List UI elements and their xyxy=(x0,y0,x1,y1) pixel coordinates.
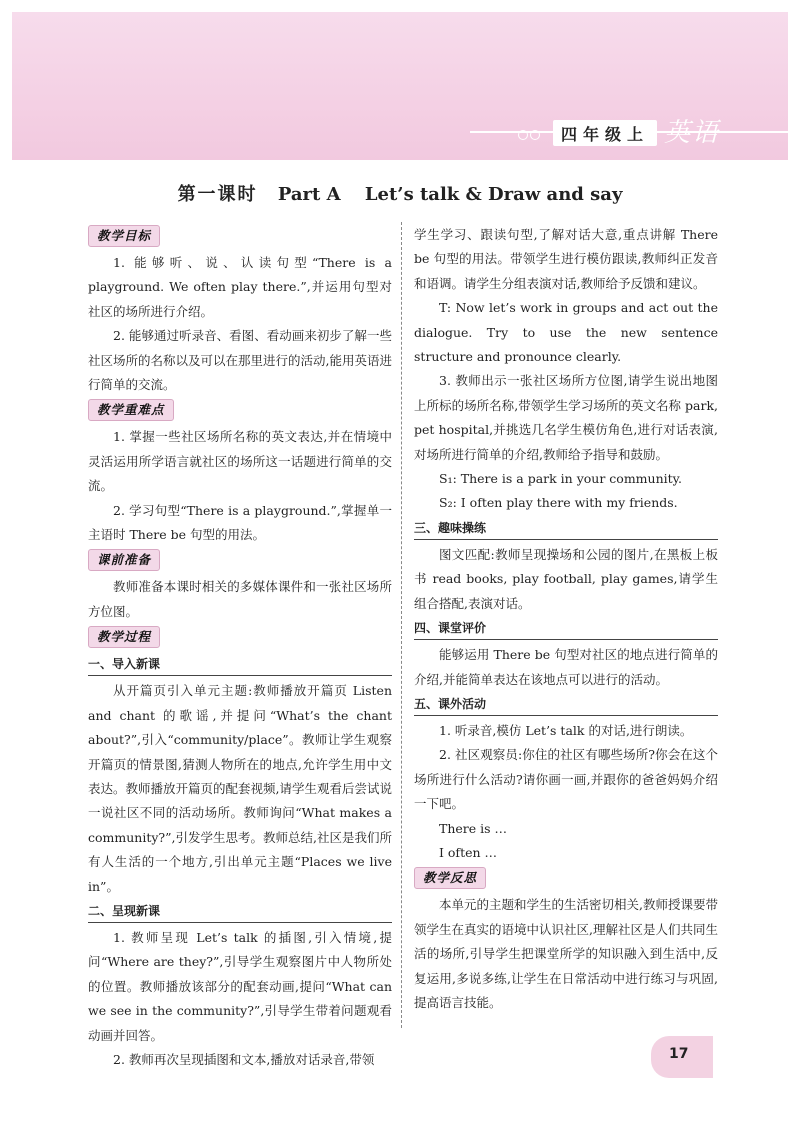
right-column xyxy=(414,223,718,1015)
header-dots-decoration xyxy=(518,125,542,144)
student-1-line: S₁: There is a park in your community. xyxy=(439,471,683,487)
continued-paragraph: 学生学习、跟读句型,了解对话大意,重点讲解 There be 句型的用法。带领学生进行模仿跟读,教师纠正发音和语调。请学生分组表演对话,教师给予反馈和建议。 xyxy=(414,227,718,291)
lesson-label: 第一课时 xyxy=(177,184,258,205)
page-number: 17 xyxy=(669,1046,689,1062)
section-heading-1: 一、导入新课 xyxy=(88,653,392,676)
section-2-paragraph-2: 2. 教师再次呈现插图和文本,播放对话录音,带领 xyxy=(113,1051,375,1067)
objective-1: 1. 能够听、说、认读句型“There is a playground. We often play there.”,并运用句型对社区的场所进行介绍。 xyxy=(88,255,392,319)
teacher-line: T: Now let’s work in groups and act out the dialogue. Try to use the new sentence structure and pronounce clearly. xyxy=(414,300,718,365)
section-5-paragraph-1: 1. 听录音,模仿 Let’s talk 的对话,进行朗读。 xyxy=(439,722,693,738)
grade-label: 四年级上 xyxy=(553,120,657,146)
keypoints-tag: 教学重难点 xyxy=(88,399,174,421)
page-title xyxy=(0,180,800,206)
process-tag: 教学过程 xyxy=(88,626,160,648)
column-divider xyxy=(401,222,402,1028)
objective-2: 2. 能够通过听录音、看图、看动画来初步了解一些社区场所的名称以及可以在那里进行的活动,能用英语进行简单的交流。 xyxy=(88,328,392,393)
reflection-tag: 教学反思 xyxy=(414,867,486,889)
section-1-paragraph: 从开篇页引入单元主题:教师播放开篇页 Listen and chant 的歌谣,并提问“What’s the chant about?”,引入“community/place”。教师让学生观察开篇页的情景图,猜测人物所在的地点,允许学生用中文表达。教师播放开篇页的配套视频,请学生观看后尝试说一说社区不同的活动场所。教师询问“What makes a community?”,引发学生思考。教师总结,社区是我们所有人生活的一个地方,引出单元主题“Places we live in”。 xyxy=(88,683,392,894)
step-3-paragraph: 3. 教师出示一张社区场所方位图,请学生说出地图上所标的场所名称,带领学生学习场所的英文名称 park, pet hospital,并挑选几名学生模仿角色,进行对话表演,对场所进行简单的介绍,教师给予指导和鼓励。 xyxy=(414,373,718,462)
reflection-text: 本单元的主题和学生的生活密切相关,教师授课要带领学生在真实的语境中认识社区,理解社区是人们共同生活的场所,引导学生把课堂所学的知识融入到生活中,反复运用,多说多练,让学生在日常活动中进行练习与巩固,提高语言技能。 xyxy=(414,897,718,1010)
subject-logo: 英语 xyxy=(664,118,721,148)
keypoint-1: 1. 掌握一些社区场所名称的英文表达,并在情境中灵活运用所学语言就社区的场所这一话题进行简单的交流。 xyxy=(88,429,392,494)
there-is-prompt: There is … xyxy=(439,820,508,836)
section-heading-4: 四、课堂评价 xyxy=(414,617,718,640)
left-column xyxy=(88,223,392,1072)
i-often-prompt: I often … xyxy=(439,844,498,860)
section-heading-2: 二、呈现新课 xyxy=(88,900,392,923)
prep-text: 教师准备本课时相关的多媒体课件和一张社区场所方位图。 xyxy=(88,579,392,619)
objectives-tag: 教学目标 xyxy=(88,225,160,247)
prep-tag: 课前准备 xyxy=(88,549,160,571)
section-4-paragraph: 能够运用 There be 句型对社区的地点进行简单的介绍,并能简单表达在该地点可以进行的活动。 xyxy=(414,647,718,687)
student-2-line: S₂: I often play there with my friends. xyxy=(439,495,678,511)
section-heading-5: 五、课外活动 xyxy=(414,693,718,716)
section-3-paragraph: 图文匹配:教师呈现操场和公园的图片,在黑板上板书 read books, play football, play games,请学生组合搭配,表演对话。 xyxy=(414,546,718,611)
topic-label: Let’s talk & Draw and say xyxy=(364,184,623,205)
section-heading-3: 三、趣味操练 xyxy=(414,517,718,540)
section-5-paragraph-2: 2. 社区观察员:你住的社区有哪些场所?你会在这个场所进行什么活动?请你画一画,并跟你的爸爸妈妈介绍一下吧。 xyxy=(414,747,718,812)
keypoint-2: 2. 学习句型“There is a playground.”,掌握单一主语时 There be 句型的用法。 xyxy=(88,502,392,543)
section-2-paragraph-1: 1. 教师呈现 Let’s talk 的插图,引入情境,提问“Where are they?”,引导学生观察图片中人物所处的位置。教师播放该部分的配套动画,提问“What can we see in the community?”,引导学生带着问题观看动画并回答。 xyxy=(88,929,392,1043)
part-label: Part A xyxy=(277,184,341,205)
